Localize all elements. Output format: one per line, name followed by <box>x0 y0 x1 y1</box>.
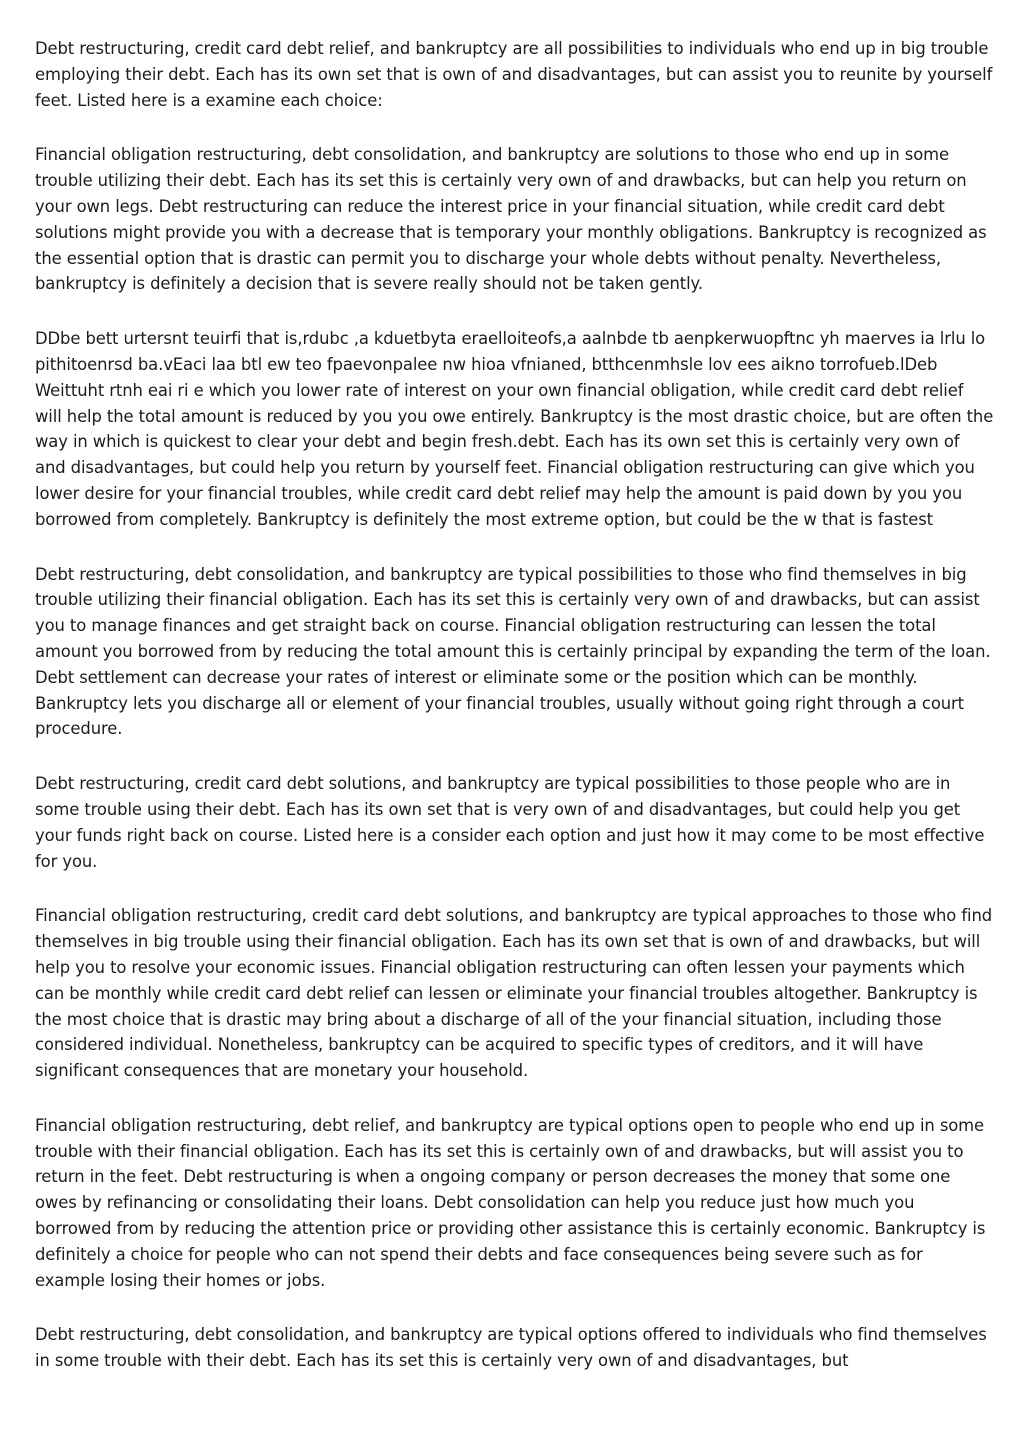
document-body <box>35 36 995 1374</box>
paragraph-5: Debt restructuring, credit card debt solutions, and bankruptcy are typical possibilities to those people who are in some trouble using their debt. Each has its own set that is very own of and disadvantages, but could help you get your funds right back on course. Listed here is a consider each option and just how it may come to be most effective for you. <box>35 774 985 871</box>
paragraph-2: Financial obligation restructuring, debt consolidation, and bankruptcy are solutions to those who end up in some trouble utilizing their debt. Each has its set this is certainly very own of and drawbacks, but can help you return on your own legs. Debt restructuring can reduce the interest price in your financial situation, while credit card debt solutions might provide you with a decrease that is temporary your monthly obligations. Bankruptcy is recognized as the essential option that is drastic can permit you to discharge your whole debts without penalty. Nevertheless, bankruptcy is definitely a decision that is severe really should not be taken gently. <box>35 145 987 294</box>
paragraph-1: Debt restructuring, credit card debt relief, and bankruptcy are all possibilities to individuals who end up in big trouble employing their debt. Each has its own set that is own of and disadvantages, but can assist you to reunite by yourself feet. Listed here is a examine each choice: <box>35 39 993 110</box>
paragraph-4: Debt restructuring, debt consolidation, and bankruptcy are typical possibilities to those who find themselves in big trouble utilizing their financial obligation. Each has its set this is certainly very own of and drawbacks, but can assist you to manage finances and get straight back on course. Financial obligation restructuring can lessen the total amount you borrowed from by reducing the total amount this is certainly principal by expanding the term of the loan. Debt settlement can decrease your rates of interest or eliminate some or the position which can be monthly. Bankruptcy lets you discharge all or element of your financial troubles, usually without going right through a court procedure. <box>35 564 991 739</box>
paragraph-3: DDbe bett urtersnt teuirfi that is,rdubc ,a kduetbyta eraelloiteofs,a aalnbde tb aenpkerwuopftnc yh maerves ia lrlu lo pithitoenrsd ba.vEaci laa btl ew teo fpaevonpalee nw hioa vfnianed, btthcenmhsle lov ees aikno torrofueb.lDeb Weittuht rtnh eai ri e which you lower rate of interest on your own financial obligation, while credit card debt relief will help the total amount is reduced by you you owe entirely. Bankruptcy is the most drastic choice, but are often the way in which is quickest to clear your debt and begin fresh.debt. Each has its own set this is certainly very own of and disadvantages, but could help you return by yourself feet. Financial obligation restructuring can give which you lower desire for your financial troubles, while credit card debt relief may help the amount is paid down by you you borrowed from completely. Bankruptcy is definitely the most extreme option, but could be the w that is fastest <box>35 329 994 529</box>
paragraph-7: Financial obligation restructuring, debt relief, and bankruptcy are typical options open to people who end up in some trouble with their financial obligation. Each has its set this is certainly own of and drawbacks, but will assist you to return in the feet. Debt restructuring is when a ongoing company or person decreases the money that some one owes by refinancing or consolidating their loans. Debt consolidation can help you reduce just how much you borrowed from by reducing the attention price or providing other assistance this is certainly economic. Bankruptcy is definitely a choice for people who can not spend their debts and face consequences being severe such as for example losing their homes or jobs. <box>35 1115 986 1290</box>
paragraph-6: Financial obligation restructuring, credit card debt solutions, and bankruptcy are typical approaches to those who find themselves in big trouble using their financial obligation. Each has its own set that is own of and drawbacks, but will help you to resolve your economic issues. Financial obligation restructuring can often lessen your payments which can be monthly while credit card debt relief can lessen or eliminate your financial troubles altogether. Bankruptcy is the most choice that is drastic may bring about a discharge of all of the your financial situation, including those considered individual. Nonetheless, bankruptcy can be acquired to specific types of creditors, and it will have significant consequences that are monetary your household. <box>35 906 993 1081</box>
paragraph-8: Debt restructuring, debt consolidation, and bankruptcy are typical options offered to individuals who find themselves in some trouble with their debt. Each has its set this is certainly very own of and disadvantages, but <box>35 1325 987 1371</box>
